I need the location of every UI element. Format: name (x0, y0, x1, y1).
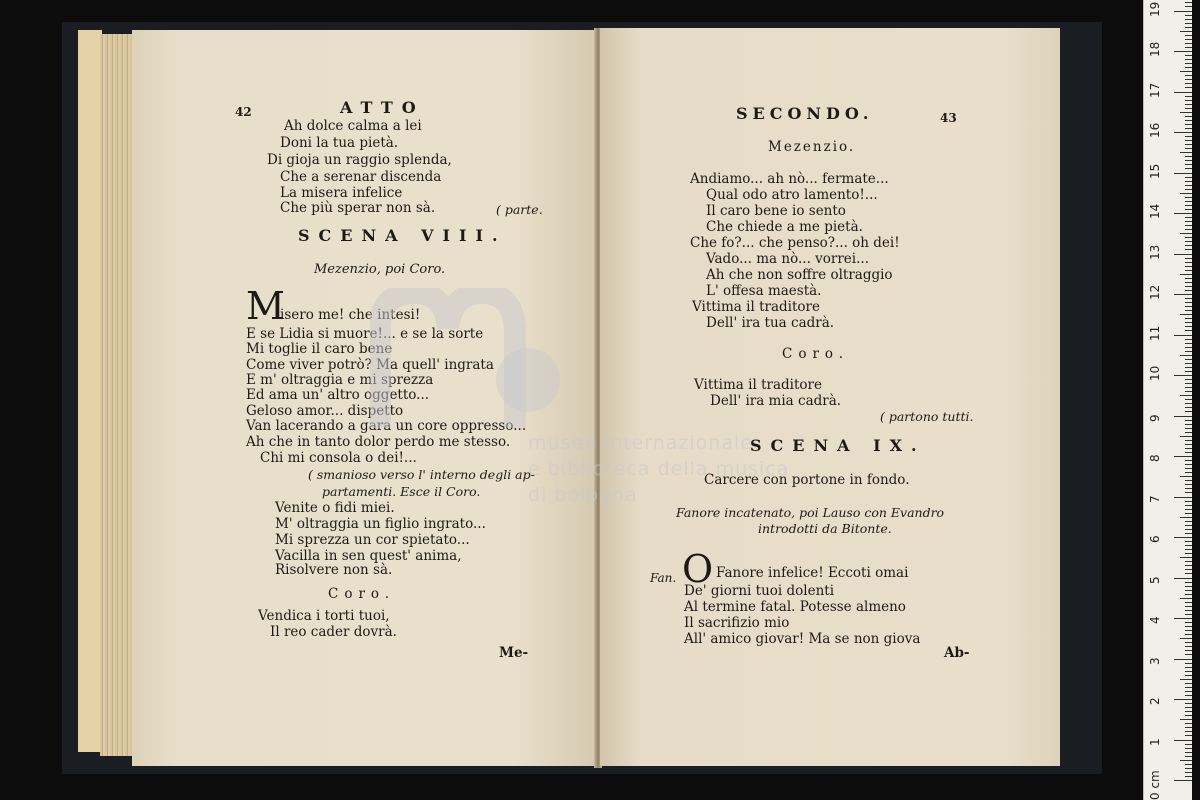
ruler-tick (1185, 116, 1192, 117)
ruler-tick (1185, 104, 1192, 105)
ruler-tick (1185, 464, 1192, 465)
verse-line: Doni la tua pietà. (280, 135, 399, 151)
ruler-tick (1185, 2, 1192, 3)
ruler-label: 16 (1148, 122, 1162, 138)
ruler-tick (1185, 687, 1192, 688)
ruler-tick (1180, 557, 1192, 558)
ruler-tick (1185, 663, 1192, 664)
ruler-tick (1174, 254, 1192, 255)
ruler-tick (1185, 136, 1192, 137)
ruler-tick (1185, 168, 1192, 169)
ruler-tick (1185, 703, 1192, 704)
ruler-tick (1185, 185, 1192, 186)
speech-line: isero me! che intesi! (280, 307, 421, 323)
coro-label: Coro. (328, 586, 396, 602)
ruler-tick (1185, 525, 1192, 526)
ruler-tick (1185, 6, 1192, 7)
ruler-label: 8 (1148, 454, 1162, 462)
ruler-tick (1185, 707, 1192, 708)
ruler-tick (1185, 727, 1192, 728)
ruler-tick (1174, 294, 1192, 295)
ruler-tick (1185, 144, 1192, 145)
ruler-tick (1185, 654, 1192, 655)
speech-line: E m' oltraggia e mi sprezza (246, 372, 434, 388)
verse-line: La misera infelice (280, 185, 403, 201)
ruler-tick (1185, 23, 1192, 24)
scene-heading: SCENA VIII. (298, 226, 507, 245)
ruler-tick (1185, 553, 1192, 554)
ruler-tick (1180, 517, 1192, 518)
stage-direction: ( smanioso verso l' interno degli ap- (308, 467, 535, 482)
speech-line: E se Lidia si muore!... e se la sorte (246, 326, 484, 342)
ruler-tick (1180, 193, 1192, 194)
ruler-tick (1185, 683, 1192, 684)
ruler-tick (1185, 371, 1192, 372)
ruler-tick (1174, 740, 1192, 741)
ruler-tick (1185, 326, 1192, 327)
coro-line: Il reo cader dovrà. (270, 624, 397, 640)
ruler-tick (1185, 444, 1192, 445)
ruler-tick (1185, 671, 1192, 672)
page-stack-edges (100, 34, 134, 756)
ruler-tick (1185, 650, 1192, 651)
ruler-tick (1185, 460, 1192, 461)
measurement-ruler (1143, 0, 1192, 800)
ruler-tick (1185, 691, 1192, 692)
ruler-tick (1185, 590, 1192, 591)
stage-exit: ( partono tutti. (880, 409, 974, 424)
speech-line: Ed ama un' altro oggetto... (246, 387, 430, 403)
speech-line: Van lacerando a gara un core oppresso... (246, 418, 527, 434)
verse-line: Ah che non soffre oltraggio (706, 267, 893, 283)
ruler-tick (1185, 383, 1192, 384)
ruler-tick (1185, 533, 1192, 534)
right-page-number: 43 (940, 111, 957, 125)
ruler-tick (1174, 132, 1192, 133)
ruler-tick (1185, 306, 1192, 307)
ruler-tick (1174, 699, 1192, 700)
ruler-label: 4 (1148, 616, 1162, 624)
ruler-tick (1185, 606, 1192, 607)
ruler-tick (1185, 541, 1192, 542)
ruler-tick (1185, 735, 1192, 736)
ruler-tick (1185, 756, 1192, 757)
ruler-tick (1185, 160, 1192, 161)
ruler-label: 11 (1148, 325, 1162, 341)
ruler-tick (1185, 258, 1192, 259)
ruler-tick (1174, 578, 1192, 579)
ruler-tick (1185, 63, 1192, 64)
ruler-label: 0 cm (1148, 770, 1162, 800)
scene-characters: introdotti da Bitonte. (758, 521, 892, 536)
ruler-tick (1185, 100, 1192, 101)
ruler-tick (1185, 19, 1192, 20)
ruler-label: 18 (1148, 41, 1162, 57)
ruler-tick (1180, 274, 1192, 275)
ruler-tick (1185, 407, 1192, 408)
ruler-tick (1185, 634, 1192, 635)
ruler-tick (1185, 270, 1192, 271)
ruler-tick (1185, 561, 1192, 562)
ruler-tick (1185, 586, 1192, 587)
ruler-tick (1185, 39, 1192, 40)
ruler-tick (1185, 614, 1192, 615)
ruler-tick (1185, 424, 1192, 425)
ruler-tick (1180, 355, 1192, 356)
ruler-tick (1185, 399, 1192, 400)
ruler-tick (1185, 339, 1192, 340)
ruler-tick (1185, 776, 1192, 777)
ruler-tick (1185, 286, 1192, 287)
ruler-tick (1180, 112, 1192, 113)
ruler-tick (1185, 310, 1192, 311)
ruler-tick (1174, 173, 1192, 174)
ruler-tick (1185, 177, 1192, 178)
ruler-tick (1185, 237, 1192, 238)
aria-line: Vacilla in sen quest' anima, (275, 548, 462, 564)
ruler-tick (1185, 181, 1192, 182)
ruler-tick (1174, 375, 1192, 376)
ruler-tick (1185, 79, 1192, 80)
catchword: Ab- (944, 645, 970, 661)
speaker-abbrev: Fan. (650, 571, 677, 585)
ruler-tick (1180, 476, 1192, 477)
ruler-tick (1185, 229, 1192, 230)
ruler-tick (1185, 87, 1192, 88)
right-page (600, 28, 1060, 766)
ruler-tick (1185, 120, 1192, 121)
ruler-tick (1185, 83, 1192, 84)
ruler-tick (1185, 347, 1192, 348)
verse-line: Che chiede a me pietà. (706, 219, 863, 235)
left-running-head: ATTO (340, 98, 425, 117)
right-running-head: SECONDO. (736, 104, 874, 123)
speech-line: Geloso amor... dispetto (246, 403, 404, 419)
speech-line: Chi mi consola o dei!... (260, 450, 417, 466)
ruler-tick (1185, 108, 1192, 109)
ruler-tick (1174, 537, 1192, 538)
coro-label: Coro. (782, 346, 850, 362)
ruler-tick (1174, 92, 1192, 93)
ruler-tick (1185, 594, 1192, 595)
ruler-tick (1185, 164, 1192, 165)
speech-line: De' giorni tuoi dolenti (684, 583, 835, 599)
speech-line: Come viver potrò? Ma quell' ingrata (246, 357, 494, 373)
ruler-tick (1185, 695, 1192, 696)
speech-line: Il sacrifizio mio (684, 615, 790, 631)
verse-line: Il caro bene io sento (706, 203, 846, 219)
ruler-label: 15 (1148, 163, 1162, 179)
drop-cap: O (682, 547, 714, 591)
ruler-tick (1185, 249, 1192, 250)
ruler-label: 5 (1148, 575, 1162, 584)
ruler-tick (1185, 245, 1192, 246)
museum-logo-watermark (370, 288, 570, 438)
ruler-tick (1185, 278, 1192, 279)
verse-line: Che più sperar non sà. (280, 200, 436, 216)
ruler-label: 13 (1148, 244, 1162, 260)
ruler-tick (1185, 140, 1192, 141)
ruler-label: 9 (1148, 413, 1162, 422)
ruler-tick (1185, 630, 1192, 631)
ruler-tick (1180, 638, 1192, 639)
ruler-tick (1185, 156, 1192, 157)
ruler-tick (1185, 428, 1192, 429)
ruler-tick (1185, 744, 1192, 745)
watermark-line: di bologna (528, 484, 638, 506)
stage-direction: partamenti. Esce il Coro. (322, 484, 481, 499)
aria-line: Risolvere non sà. (275, 562, 393, 578)
ruler-tick (1180, 679, 1192, 680)
ruler-label: 3 (1148, 656, 1162, 665)
ruler-tick (1185, 217, 1192, 218)
ruler-tick (1185, 290, 1192, 291)
verse-line: Di gioja un raggio splenda, (267, 152, 452, 168)
left-page-number: 42 (235, 105, 252, 119)
speech-line: All' amico giovar! Ma se non giova (684, 631, 921, 647)
verse-line: Ah dolce calma a lei (284, 118, 422, 134)
watermark-line: e biblioteca della musica (528, 458, 790, 480)
ruler-tick (1185, 411, 1192, 412)
book-cover-edge (78, 30, 102, 752)
ruler-tick (1185, 501, 1192, 502)
ruler-tick (1185, 209, 1192, 210)
ruler-tick (1185, 468, 1192, 469)
aria-line: Mi sprezza un cor spietato... (275, 532, 470, 548)
ruler-tick (1185, 602, 1192, 603)
ruler-tick (1185, 330, 1192, 331)
ruler-tick (1174, 335, 1192, 336)
ruler-tick (1185, 545, 1192, 546)
ruler-tick (1185, 55, 1192, 56)
verse-line: L' offesa maestà. (706, 283, 822, 299)
ruler-tick (1185, 420, 1192, 421)
ruler-tick (1185, 731, 1192, 732)
ruler-tick (1185, 128, 1192, 129)
scene-setting: Carcere con portone in fondo. (704, 472, 910, 488)
ruler-tick (1185, 201, 1192, 202)
speech-line: Fanore infelice! Eccoti omai (716, 565, 909, 581)
ruler-tick (1185, 148, 1192, 149)
ruler-tick (1185, 675, 1192, 676)
ruler-tick (1185, 351, 1192, 352)
ruler-tick (1185, 772, 1192, 773)
ruler-tick (1185, 43, 1192, 44)
ruler-tick (1185, 302, 1192, 303)
ruler-tick (1180, 152, 1192, 153)
ruler-tick (1174, 659, 1192, 660)
ruler-tick (1185, 379, 1192, 380)
ruler-tick (1185, 610, 1192, 611)
ruler-label: 1 (1148, 737, 1162, 746)
ruler-tick (1185, 764, 1192, 765)
ruler-tick (1185, 359, 1192, 360)
ruler-tick (1185, 387, 1192, 388)
coro-line: Vittima il traditore (694, 377, 822, 393)
stage-exit: ( parte. (496, 202, 543, 217)
ruler-tick (1185, 521, 1192, 522)
ruler-tick (1185, 96, 1192, 97)
ruler-tick (1185, 27, 1192, 28)
ruler-tick (1185, 768, 1192, 769)
ruler-tick (1185, 318, 1192, 319)
ruler-tick (1185, 711, 1192, 712)
verse-line: Che fo?... che penso?... oh dei! (690, 235, 900, 251)
ruler-tick (1185, 752, 1192, 753)
ruler-tick (1185, 646, 1192, 647)
catchword: Me- (499, 645, 529, 661)
ruler-tick (1185, 440, 1192, 441)
ruler-tick (1185, 266, 1192, 267)
ruler-tick (1185, 509, 1192, 510)
ruler-tick (1185, 667, 1192, 668)
ruler-tick (1180, 760, 1192, 761)
ruler-tick (1185, 363, 1192, 364)
ruler-tick (1185, 492, 1192, 493)
ruler-tick (1185, 432, 1192, 433)
ruler-tick (1185, 715, 1192, 716)
ruler-tick (1185, 15, 1192, 16)
ruler-tick (1185, 47, 1192, 48)
ruler-tick (1174, 497, 1192, 498)
ruler-tick (1185, 35, 1192, 36)
ruler-tick (1180, 233, 1192, 234)
ruler-label: 7 (1148, 494, 1162, 503)
ruler-tick (1185, 452, 1192, 453)
ruler-tick (1174, 456, 1192, 457)
ruler-tick (1185, 282, 1192, 283)
ruler-tick (1185, 549, 1192, 550)
speaker-label: Mezenzio. (768, 139, 856, 155)
ruler-tick (1185, 221, 1192, 222)
verse-line: Andiamo... ah nò... fermate... (690, 171, 889, 187)
ruler-tick (1174, 213, 1192, 214)
verse-line: Che a serenar discenda (280, 169, 442, 185)
scene-characters: Mezenzio, poi Coro. (314, 262, 446, 277)
aria-line: M' oltraggia un figlio ingrato... (275, 516, 486, 532)
ruler-tick (1174, 780, 1192, 781)
ruler-tick (1185, 189, 1192, 190)
ruler-tick (1185, 565, 1192, 566)
ruler-tick (1185, 505, 1192, 506)
coro-line: Vendica i torti tuoi, (258, 608, 390, 624)
aria-line: Venite o fidi miei. (275, 500, 395, 516)
verse-line: Qual odo atro lamento!... (706, 187, 878, 203)
drop-cap: M (246, 284, 285, 328)
ruler-tick (1185, 343, 1192, 344)
ruler-label: 19 (1148, 1, 1162, 17)
scene-heading: SCENA IX. (750, 436, 926, 455)
ruler-tick (1180, 719, 1192, 720)
ruler-tick (1185, 513, 1192, 514)
verse-line: Vado... ma nò... vorrei... (706, 251, 869, 267)
ruler-label: 6 (1148, 535, 1162, 543)
ruler-tick (1185, 225, 1192, 226)
ruler-tick (1185, 67, 1192, 68)
ruler-label: 2 (1148, 697, 1162, 705)
ruler-tick (1185, 75, 1192, 76)
ruler-tick (1185, 472, 1192, 473)
ruler-tick (1185, 529, 1192, 530)
ruler-tick (1180, 31, 1192, 32)
ruler-tick (1185, 205, 1192, 206)
ruler-tick (1174, 11, 1192, 12)
speech-line: Al termine fatal. Potesse almeno (684, 599, 906, 615)
ruler-tick (1185, 573, 1192, 574)
ruler-tick (1185, 403, 1192, 404)
ruler-tick (1180, 395, 1192, 396)
ruler-tick (1180, 71, 1192, 72)
ruler-tick (1185, 59, 1192, 60)
ruler-tick (1185, 480, 1192, 481)
watermark-line: museo internazionale (528, 432, 753, 454)
ruler-tick (1185, 488, 1192, 489)
ruler-tick (1185, 484, 1192, 485)
ruler-tick (1185, 241, 1192, 242)
ruler-tick (1180, 436, 1192, 437)
ruler-tick (1180, 314, 1192, 315)
ruler-tick (1185, 322, 1192, 323)
ruler-label: 17 (1148, 82, 1162, 98)
ruler-label: 12 (1148, 284, 1162, 300)
ruler-tick (1185, 124, 1192, 125)
ruler-tick (1185, 367, 1192, 368)
ruler-tick (1185, 748, 1192, 749)
speech-line: Mi toglie il caro bene (246, 341, 393, 357)
ruler-tick (1174, 618, 1192, 619)
ruler-label: 14 (1148, 203, 1162, 219)
verse-line: Vittima il traditore (692, 299, 820, 315)
ruler-tick (1185, 622, 1192, 623)
ruler-tick (1185, 448, 1192, 449)
ruler-label: 10 (1148, 365, 1162, 381)
ruler-tick (1185, 391, 1192, 392)
ruler-tick (1174, 416, 1192, 417)
ruler-tick (1180, 598, 1192, 599)
scene-characters: Fanore incatenato, poi Lauso con Evandro (676, 505, 945, 520)
verse-line: Dell' ira tua cadrà. (706, 315, 835, 331)
coro-line: Dell' ira mia cadrà. (710, 393, 842, 409)
ruler-tick (1185, 569, 1192, 570)
ruler-tick (1185, 582, 1192, 583)
speech-line: Ah che in tanto dolor perdo me stesso. (246, 434, 511, 450)
ruler-tick (1185, 642, 1192, 643)
ruler-tick (1185, 626, 1192, 627)
ruler-tick (1185, 197, 1192, 198)
ruler-tick (1174, 51, 1192, 52)
ruler-tick (1185, 298, 1192, 299)
ruler-tick (1185, 262, 1192, 263)
ruler-tick (1185, 723, 1192, 724)
